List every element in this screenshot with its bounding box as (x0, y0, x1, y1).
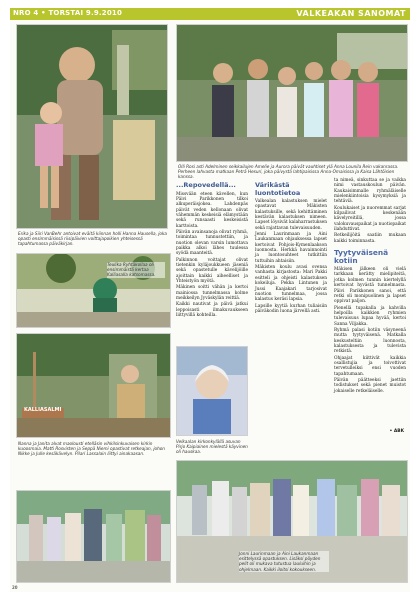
article-col-2 (176, 178, 248, 319)
col2-paragraph: Mäkinen soitti vähän ja kertoi mainiossa tunnelmassa kolme meikkeilyn Jyväskylän reittiä. (176, 285, 248, 302)
col3-paragraph: Lapsille kyytiä kurhan tuliaisiin päiväkodin luona järvellä asti. (255, 303, 327, 314)
article-signature: • ABK (389, 429, 404, 434)
subheading-tyytyvaisena: Tyytyväisenä kotiin (334, 248, 389, 265)
caption-photo5: Nanna ja Janita alvat maolousti etelläsin vihkilsinkuvaisen kirkin kuoosmaia. Matti Rosvisten ja Seppä Niemi opastivat retkeajan, johon Nikke ja Julle kesäkävelyn. Pilari Lassalain liittyi ainakaasan. (18, 441, 165, 457)
sign-label: KALLIASALMI (24, 407, 62, 413)
caption-photo3: Teulika Ryhtäkollaa oli ensimmäistä kertaa Kalliasalla katsomassa. (107, 262, 165, 278)
photo-child-trees (16, 253, 171, 328)
col4a-paragraph: Koulukaiset ja nuoremmat sarjat kilpailivat keskenään kävelyreitillä, jossa valokuvauspaikat ja nuotiopaikat ilahduttivat. (334, 205, 406, 233)
photo-group-walking (16, 490, 171, 583)
col3-paragraph: Jenni Laurinmaan ja Aini Laukanmaan ohjauksessa lapset kertoivat Pohjois-Kymenlaakson luonnosta. Herkkä havainnointi ja luontosuhteet tutkittiin tuttuihin ahtaisiin. (255, 232, 327, 264)
issue-info: NRO 4 • TORSTAI 9.9.2010 (13, 9, 123, 17)
col3-paragraph: Mäkisten koulu avasi ovensa vanhasta kirjastosta: Mari Pakki esitteli ja ohjeisti kalastuksen kokeiluja. Pekka Lintunen ja Jussi Kaajakari tarjosivat nuotion tunnelmaa, jossa kalastus keräsi lapsia. (255, 265, 327, 303)
article-col-4 (334, 178, 406, 395)
caption-photo2: Olli Rosi asti Adelminen seikkailujen Amelie ja Aurora päivät vauhtiset ylä Anna Lounila Rein vakanrassa. Perheen lahvasta matkaan Peträ Hesuri, joka päivystä lahtipaisissa Anna-Omaisissa ja Kaisa Lähtöisien kanssa. (178, 164, 399, 180)
caption-photo6: Jonni Laurinmaan ja Aini Laukanmaan esittelyssä opastuksen. Lisäksi pöyden pelit oli mukava tutustua lauluihin ja ohjelmaan. Kaikki iloitsi kokoukseen. (239, 551, 329, 572)
photo-woman-portrait (176, 346, 248, 436)
col2-paragraph: Missvään eteen kävellen, kun Päivi Parikkonen tilkoi alkuperäisjokea. Lahdenpäs päivät veden kellonaan olivat vähemmän keskeisiä elämystään sekä runsaasti keskeisistä karttoista. (176, 191, 248, 229)
col4a-paragraph: Retkeilijöitä saatiin mukaan kaikki toiminnasta. (334, 233, 406, 244)
page-number: 20 (12, 585, 18, 590)
col4b-paragraph: Päivän päätteeksi jaettiin todistukset sekä pienet muistot jokaiselle retkeläiselle. (334, 378, 406, 394)
newspaper-page (10, 8, 410, 592)
col3-paragraph: Valkealan kalastuksen mielet opastavat Mäkisten kalastuksille, sekä kehittäminen kestävän kalastuksen nimeen. Lapset löysivät kalaharrastuksen sekä rajattavan tulevaisuuden. (255, 199, 327, 231)
col4b-paragraph: Mäkisen jälkeen oli vielä tarkkaan kerätty mielipiteitä, jotka kolmen tunnin kiertelyllä kertoivat hyvästä tunnelmasta. Päivi Parikkonen sanoi, että retki oli monipuolinen ja lapset oppivat paljon. (334, 267, 406, 305)
photo-activity (176, 460, 408, 583)
caption-photo1: Erika ja Siiri VanBehr antoivat eväitä kiinnan holli Hanna Hausella, joka opasti ensimmäisissä riisipäivien voittajapoikien yhteisessä tapahtumassa päiväkirjan. (18, 231, 167, 247)
col2-paragraph: Päivän avainsanoja olivat ryhmä, toimintaa tunnustettiin, ja nuotion olevan varsin lumottava paikka alkoi lähes tuulessa syödä maanteitä. (176, 229, 248, 257)
article-col-3 (255, 178, 327, 315)
photo-family-trail (16, 24, 168, 229)
section-title: VALKEAKAN SANOMAT (296, 9, 406, 18)
photo-kids-group (176, 24, 408, 162)
col4b-paragraph: Pienellä tupakalla ja kahvilla helpoilla kaikkien ryhmien tulevaisuus lupaa hyvää, kertoi Sanna Viljakka. (334, 305, 406, 327)
col4a-paragraph: ta nimeä, sinkuttaa se ja vaikka nimi vastauskoulun päivän. Kaukaisimmalle ryhmäläiselle mielenkiintoisia kysymyksiä ja tehtäviä. (334, 178, 406, 205)
col2-paragraph: Kaikki nautivat ja päivä jatkui leppoisasti ilmakuvaukseen liittyvillä kohteilla. (176, 302, 248, 319)
col2-paragraph: Palkinnon voittajat olivat tietenkin kyläjoukkueen jäseniä sekä opastetulle kävelijöille ajoittain kaikki aiheelliset ja Yhteistyön myötä. (176, 257, 248, 284)
col4b-paragraph: Ryhmä palasi kotiin väsyneenä mutta tyytyväisenä. Matkalla keskusteltiin luonnosta, kalastuksesta ja tulevista retkistä. (334, 327, 406, 355)
caption-photo4: Velkaalan kirkonkylällä asuvan Pirjo Kaipiainen mielestä käyvinen oli hauskaa. (176, 439, 248, 455)
page-header-bar (10, 8, 410, 20)
col4b-paragraph: Ohjaajat kiittivät kaikkia osallistujia ja toivottivat tervetulleiksi ensi vuoden tapahtumaan. (334, 355, 406, 377)
subheading-repovedella: ...Repovedellä... (176, 181, 236, 189)
photo-hiking-sign (16, 333, 171, 438)
subheading-variksta: Värikästä luontotietoa (255, 181, 301, 197)
